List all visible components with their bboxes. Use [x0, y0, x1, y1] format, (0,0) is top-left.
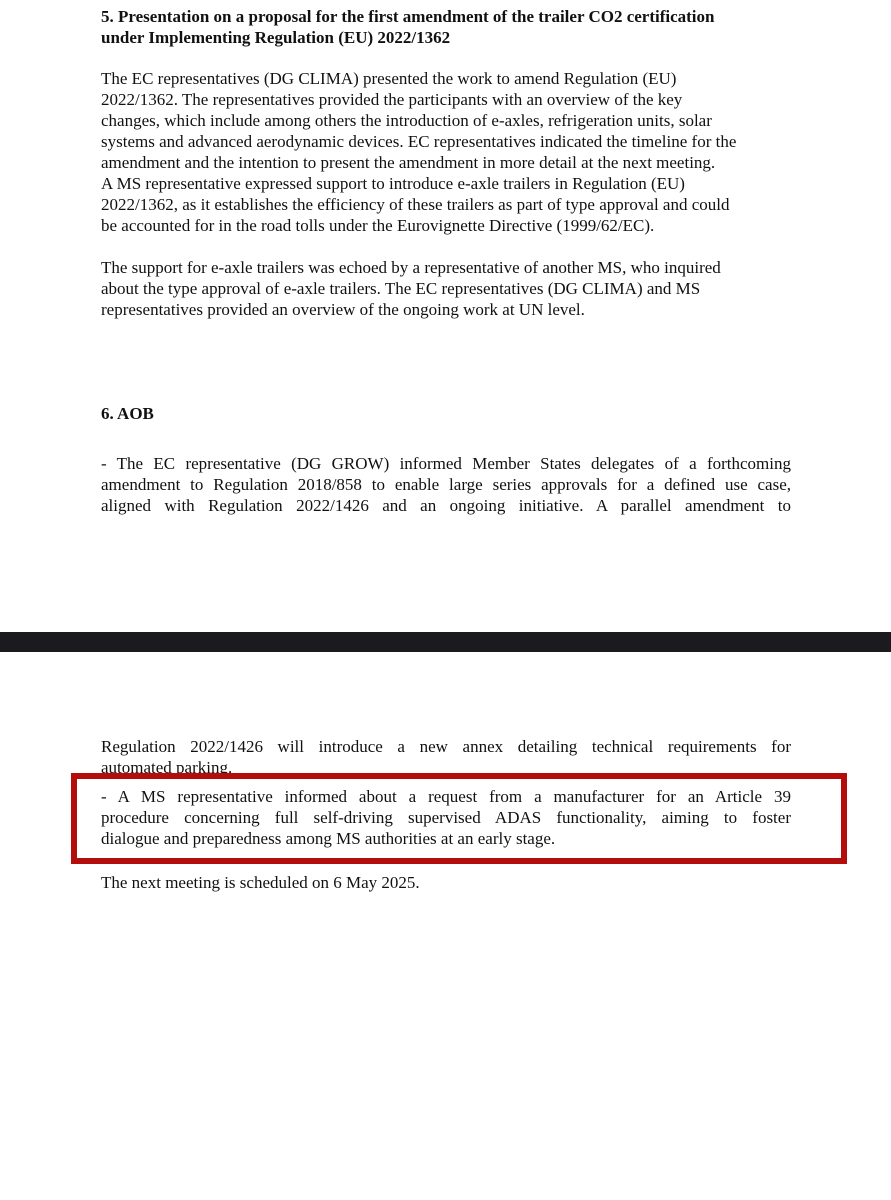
section-6-heading-text: 6. AOB	[101, 404, 154, 423]
paragraph-line: amendment and the intention to present the amendment in more detail at the next meeting.	[101, 153, 716, 172]
section-6-paragraph-1	[101, 453, 791, 516]
section-6-heading	[101, 403, 791, 424]
section-5-heading-line: 5. Presentation on a proposal for the first amendment of the trailer CO2 certification	[101, 7, 715, 26]
paragraph-line: The EC representatives (DG CLIMA) presented the work to amend Regulation (EU)	[101, 69, 677, 88]
paragraph-line: about the type approval of e-axle trailers. The EC representatives (DG CLIMA) and MS	[101, 279, 701, 298]
section-5-paragraph-1	[101, 68, 791, 236]
paragraph-line: changes, which include among others the introduction of e-axles, refrigeration units, solar	[101, 111, 712, 130]
paragraph-line: aligned with Regulation 2022/1426 and an ongoing initiative. A parallel amendment to	[101, 496, 791, 515]
paragraph-line: procedure concerning full self-driving supervised ADAS functionality, aiming to foster	[101, 808, 791, 827]
paragraph-line: amendment to Regulation 2018/858 to enable large series approvals for a defined use case,	[101, 475, 791, 494]
paragraph-line: representatives provided an overview of the ongoing work at UN level.	[101, 300, 585, 319]
paragraph-line: be accounted for in the road tolls under the Eurovignette Directive (1999/62/EC).	[101, 216, 655, 235]
paragraph-line: automated parking.	[101, 758, 233, 777]
next-meeting-text: The next meeting is scheduled on 6 May 2025.	[101, 873, 420, 892]
paragraph-line: A MS representative expressed support to introduce e-axle trailers in Regulation (EU)	[101, 174, 685, 193]
continuation-paragraph	[101, 736, 791, 778]
paragraph-line: The support for e-axle trailers was echoed by a representative of another MS, who inquired	[101, 258, 721, 277]
document-page-2	[0, 652, 891, 1200]
highlighted-paragraph	[101, 786, 791, 849]
paragraph-line: 2022/1362. The representatives provided the participants with an overview of the key	[101, 90, 683, 109]
paragraph-line: systems and advanced aerodynamic devices. EC representatives indicated the timeline for the	[101, 132, 737, 151]
paragraph-line: 2022/1362, as it establishes the efficiency of these trailers as part of type approval and could	[101, 195, 730, 214]
section-5-paragraph-2	[101, 257, 791, 320]
paragraph-line: Regulation 2022/1426 will introduce a new annex detailing technical requirements for	[101, 737, 791, 756]
section-5-heading-line: under Implementing Regulation (EU) 2022/1362	[101, 28, 451, 47]
paragraph-line: - A MS representative informed about a request from a manufacturer for an Article 39	[101, 787, 791, 806]
next-meeting-paragraph	[101, 872, 791, 893]
page-divider	[0, 632, 891, 652]
section-5-heading	[101, 6, 791, 48]
paragraph-line: dialogue and preparedness among MS authorities at an early stage.	[101, 829, 556, 848]
paragraph-line: - The EC representative (DG GROW) informed Member States delegates of a forthcoming	[101, 454, 791, 473]
